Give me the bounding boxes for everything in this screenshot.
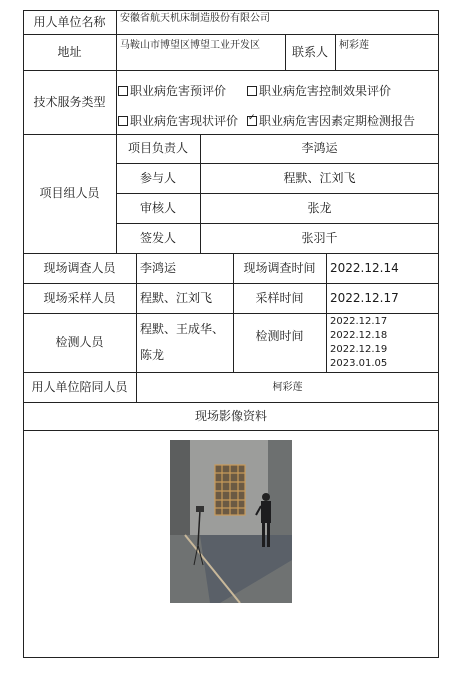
service-type-label: 技术服务类型 (33, 94, 106, 109)
checked-checkbox-icon (247, 116, 257, 126)
service-option-label: 职业病危害控制效果评价 (259, 84, 392, 98)
checkbox-icon (247, 86, 257, 96)
address-value: 马鞍山市博望区博望工业开发区 (120, 39, 260, 51)
team-role: 审核人 (139, 200, 176, 215)
service-option (118, 112, 238, 129)
escort-value: 柯彩莲 (272, 381, 303, 393)
testing-date: 2022.12.17 (330, 315, 388, 327)
service-option-label: 职业病危害因素定期检测报告 (259, 114, 416, 128)
team-member: 程默、江刘飞 (283, 170, 356, 185)
testing-date: 2022.12.18 (330, 329, 388, 341)
testing-dates (326, 313, 439, 372)
testing-date: 2022.12.19 (330, 343, 388, 355)
checkbox-icon (118, 86, 128, 96)
site-photo (170, 440, 292, 603)
sampling-label: 现场采样人员 (43, 290, 116, 305)
row-divider (23, 430, 439, 431)
survey-time-label: 现场调查时间 (243, 260, 316, 275)
escort-label: 用人单位陪同人员 (31, 379, 128, 394)
survey-label: 现场调查人员 (43, 260, 116, 275)
testing-date: 2023.01.05 (330, 357, 388, 369)
testing-people-line: 程默、王成华、 (140, 321, 225, 336)
service-option (118, 82, 226, 99)
testing-time-label: 检测时间 (255, 328, 304, 343)
col-divider (116, 10, 117, 134)
service-option-label: 职业病危害预评价 (130, 84, 227, 98)
address-label: 地址 (57, 44, 82, 59)
team-member: 张羽千 (301, 230, 338, 245)
service-option (247, 82, 391, 99)
record-sheet (23, 10, 439, 658)
site-photo-image (170, 440, 292, 603)
checkbox-icon (118, 116, 128, 126)
team-role: 项目负责人 (127, 141, 188, 155)
team-role: 参与人 (139, 170, 176, 185)
sampling-people: 程默、江刘飞 (140, 290, 213, 305)
employer-value: 安徽省航天机床制造股份有限公司 (120, 12, 270, 24)
survey-time: 2022.12.14 (330, 260, 399, 275)
employer-label: 用人单位名称 (33, 14, 106, 29)
service-option-label: 职业病危害现状评价 (130, 114, 239, 128)
sampling-time: 2022.12.17 (330, 290, 399, 305)
team-member: 李鸿运 (301, 141, 338, 155)
media-label: 现场影像资料 (194, 408, 267, 423)
contact-label: 联系人 (291, 44, 328, 59)
team-member: 张龙 (307, 200, 332, 215)
sampling-time-label: 采样时间 (255, 290, 304, 305)
survey-people: 李鸿运 (140, 260, 177, 275)
team-role: 签发人 (139, 230, 176, 245)
testing-label: 检测人员 (55, 335, 104, 349)
testing-people-line: 陈龙 (140, 347, 165, 362)
service-option (247, 112, 415, 129)
team-label: 项目组人员 (39, 186, 100, 200)
contact-value: 柯彩莲 (339, 39, 369, 51)
